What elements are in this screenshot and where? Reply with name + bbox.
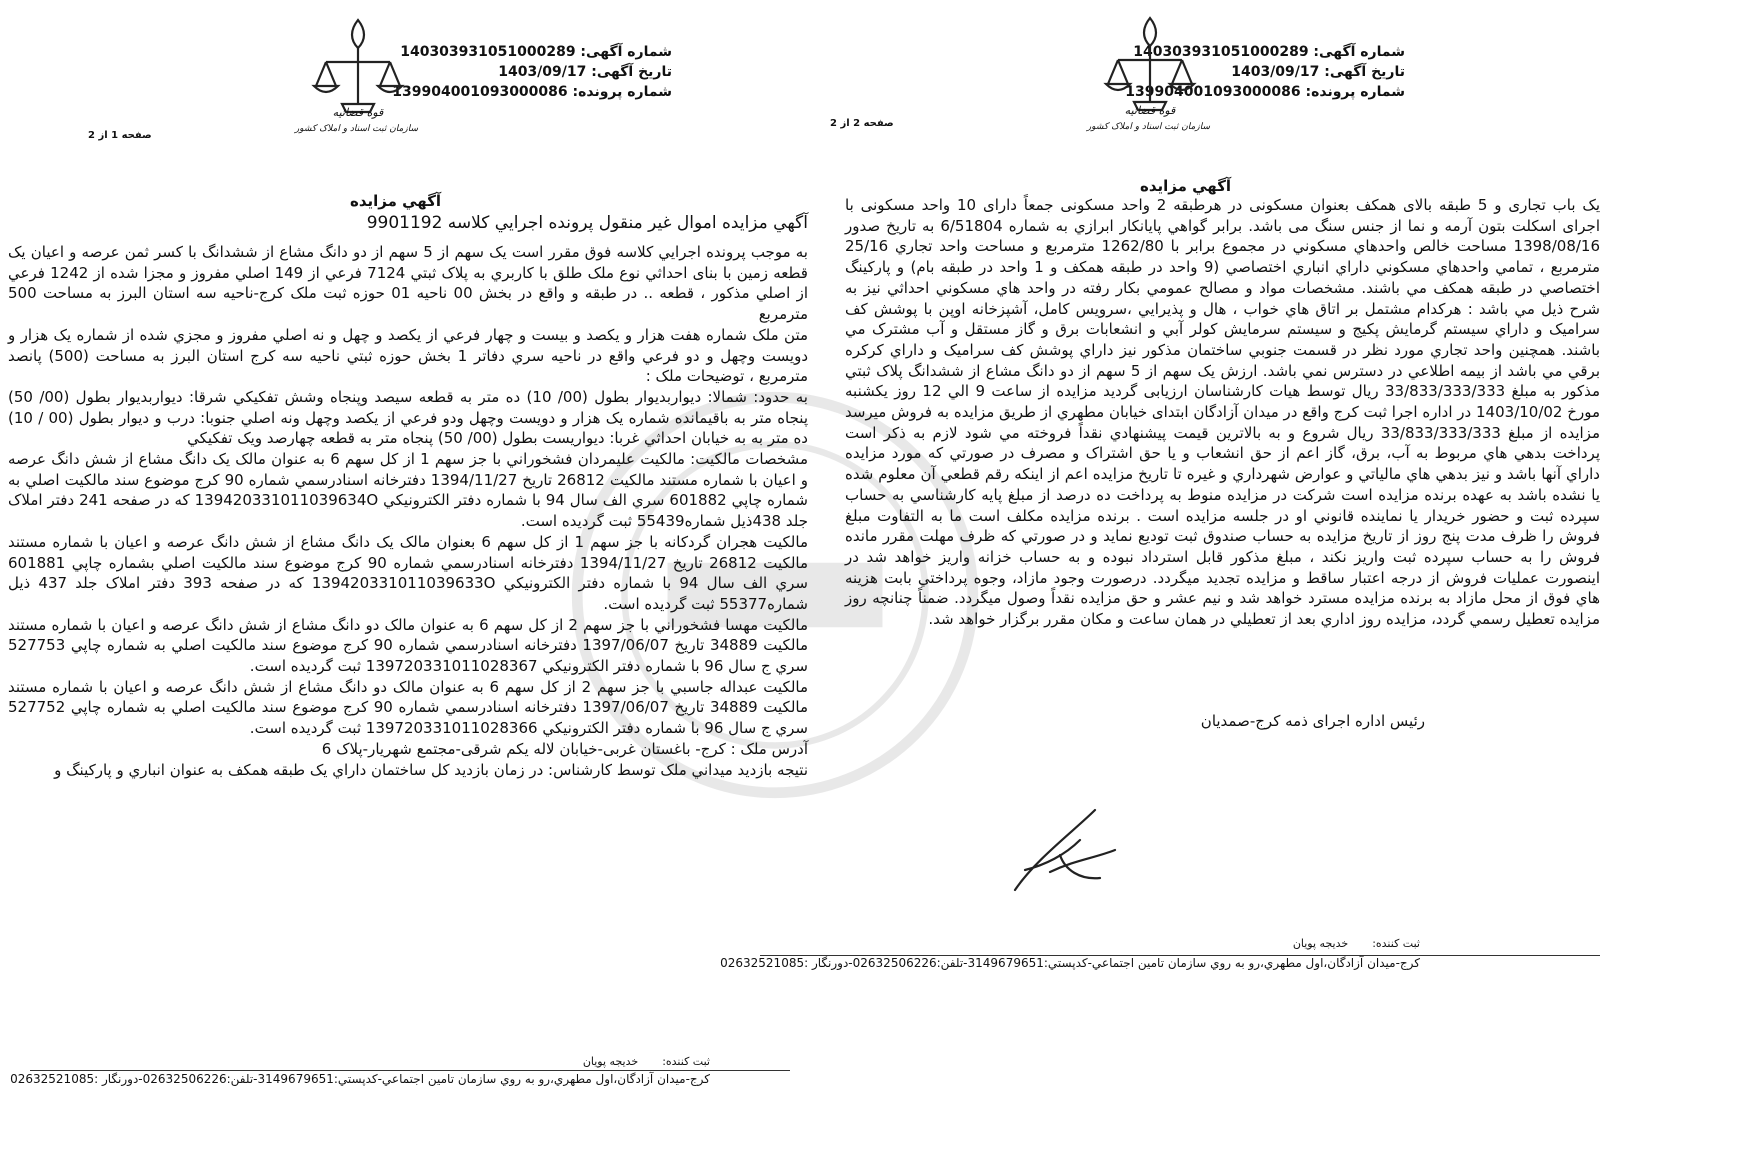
body-paragraph: متن ملک شماره هفت هزار و يكصد و بيست و چهار فرعي از يكصد و چهل و نه اصلي مفروز و مجزي شده از شماره يک هزار و دويست وچهل و دو فرعي واقع در ناحيه سري دفاتر 1 بخش حوزه ثبتي ناحيه سه كرج استان البرز به مساحت (500) پانصد مترمربع ، توضيحات ملک : bbox=[8, 325, 808, 386]
registrar-name: خدیجه پویان bbox=[1292, 937, 1349, 950]
footer-divider bbox=[30, 1070, 790, 1071]
registrar-label: ثبت کننده: bbox=[662, 1055, 710, 1068]
body-paragraph: مالكيت مهسا فشخوراني با جز سهم 2 از كل سهم 6 به عنوان مالک دو دانگ مشاع از شش دانگ عرصه و اعيان با شماره مستند مالكيت 34889 تاريخ 1397/06/07 دفترخانه اسنادرسمي شماره 90 كرج موضوع سند مالكيت اصلي به شماره چاپي 527753 سري ج سال 96 با شماره دفتر الكترونيكي 139720331011028367 ثبت گرديده است. bbox=[8, 615, 808, 676]
body-paragraph: به موجب پرونده اجرايي كلاسه فوق مقرر است يک سهم از 5 سهم از دو دانگ مشاع از ششدانگ با كسر ثمن عرصه و اعيان یک قطعه زمین با بنای احداثي نوع ملک طلق با كاربري به پلاک ثبتي 7124 فرعي از 149 اصلي مفروز و مجزا شده از 1242 فرعي از اصلي مذكور ، قطعه .. در طبقه و واقع در بخش 00 ناحيه 01 حوزه ثبت ملک كرج-ناحيه سه استان البرز به مساحت 500 مترمربع bbox=[8, 243, 808, 324]
body-paragraph: مشخصات مالكيت: مالكيت عليمردان فشخوراني با جز سهم 1 از كل سهم 6 به عنوان مالک يک دانگ مشاع از شش دانگ عرصه و اعيان با شماره مستند مالكيت 26812 تاريخ 1394/11/27 دفترخانه اسنادرسمي شماره 90 كرج موضوع سند مالكيت اصلي به شماره چاپي 601882 سري الف سال 94 با شماره دفتر الكترونيكي 139420331011039634O كه در صفحه 241 دفتر املاک جلد 438ذيل شماره55439 ثبت گرديده است. bbox=[8, 450, 808, 531]
notice-body bbox=[8, 242, 808, 780]
ad-number: شماره آگهی: 140303931051000289 bbox=[1133, 44, 1405, 60]
notice-body bbox=[845, 195, 1600, 630]
notice-meta bbox=[392, 42, 672, 102]
ad-date: تاریخ آگهی: 1403/09/17 bbox=[1231, 64, 1405, 80]
signer-title: رئیس اداره اجرای ذمه کرج-صمدیان bbox=[1200, 712, 1425, 730]
registrar-label: ثبت کننده: bbox=[1372, 937, 1420, 950]
office-address: کرج-میدان آزادگان،اول مطهري،رو به روي سازمان تامین اجتماعي-کدپستي:3149679651-تلفن:02632506226-دورنگار :02632521085 bbox=[10, 1072, 710, 1086]
handwritten-signature bbox=[1005, 800, 1125, 900]
judiciary-emblem bbox=[294, 12, 418, 152]
emblem-text: قوه قضائیه bbox=[332, 106, 384, 119]
body-paragraph: یک باب تجاری و 5 طبقه بالای همکف بعنوان مسکونی در هرطبقه 2 واحد مسکونی جمعاً دارای 10 واحد مسکونی با اجرای اسکلت بتون آرمه و نما از جنس سنگ می باشد. برابر گواهي پايانكار ابرازي به شماره 6/51804 به تاريخ صدور 1398/08/16 مساحت خالص واحدهاي مسكوني در مجموع برابر با 1262/80 مترمربع و مساحت واحد تجاري 25/16 مترمربع ، تمامي واحدهاي مسكوني داراي انباري اختصاصي (9 واحد در طبقه همكف و 1 واحد در طبقه بام) و پاركينگ اختصاصي در طبقه همكف مي باشند. مشخصات مواد و مصالح عمومي بكار رفته در واحد هاي مسكوني احداثي نيز به شرح ذيل مي باشد : هركدام مشتمل بر اتاق هاي خواب ، هال و پذيرايي ،سرويس كامل، آشپزخانه اوپن با پوشش كف سراميک و داراي سيستم گرمايش پكيج و سيستم سرمايش كولر آبي و انشعابات برق و گاز مستقل و آب مشترک مي باشند. همچنين واحد تجاري مورد نظر در قسمت جنوبي ساختمان مذكور نيز داراي پوشش كف سراميک و داراي كركره برقي مي باشد از بيمه اطلاعي در دسترس نمي باشد. ارزش يک سهم از 5 سهم از دو دانگ مشاع از ششدانگ پلاک ثبتي مذکور به مبلغ 33/833/333/333 ریال توسط هيات کارشناسان ارزیابی گرديد مزايده از ساعت 9 الي 12 روز يکشنبه مورخ 1403/10/02 در اداره اجرا ثبت کرج واقع در میدان آزادگان ابتدای خیابان مطهري از طریق مزایده به فروش ميرسد مزايده از مبلغ 33/833/333/333 ریال شروع و به بالاترين قيمت پيشنهادي نقداً فروخته مي شود لازم به ذكر است پرداخت بدهي هاي مربوط به آب، برق، گاز اعم از حق انشعاب و يا حق اشتراک و مصرف در صورتي كه مورد مزايده داراي آنها باشد و نيز بدهي هاي مالياتي و عوارض شهرداري و غيره تا تاريخ مزايده اعم از اينكه رقم قطعي آن معلوم شده يا نشده باشد به عهده برنده مزايده است شركت در مزايده منوط به پرداخت ده درصد از مبلغ پايه كارشناسي به حساب سپرده ثبت و حضور خريدار يا نماينده قانوني او در جلسه مزايده است . برنده مزايده مكلف است ما به التفاوت مبلغ فروش را ظرف مدت پنج روز از تاريخ مزايده به حساب صندوق ثبت توديع نمايد و در صورتي كه ظرف مهلت مقرر مانده فروش را به حساب سپرده ثبت واريز نكند ، مبلغ مذكور قابل استرداد نبوده و به حساب خزانه واريز خواهد شد در اينصورت عمليات فروش از درجه اعتبار ساقط و مزايده تجديد ميگردد. درصورت وجود مازاد، وجوه پرداختي بابت هزينه هاي فوق از محل مازاد به برنده مزايده مسترد خواهد شد و نيم عشر و حق مزايده نقداً وصول ميگردد. ضمناً چنانچه روز مزايده تعطيل رسمي گردد، مزايده روز اداري بعد از تعطيلي در همان ساعت و مكان مقرر برگزار خواهد شد. bbox=[845, 196, 1601, 629]
judiciary-emblem bbox=[1086, 10, 1210, 150]
ad-date: تاریخ آگهی: 1403/09/17 bbox=[498, 64, 672, 80]
registrar-info bbox=[1269, 937, 1420, 950]
body-paragraph: آدرس ملک : کرج- باغستان غربی-خیابان لاله یکم شرقی-مجتمع شهریار-پلاک 6 bbox=[321, 739, 808, 758]
registrar-name: خدیجه پویان bbox=[582, 1055, 639, 1068]
emblem-text: قوه قضائیه bbox=[1124, 104, 1176, 117]
body-paragraph: به حدود: شمالا: ديواربديوار بطول (00/ 10) ده متر به قطعه سيصد وپنجاه وشش تفكيكي شرقا: ديواربديوار بطول (00/ 50) پنجاه متر به باقيمانده شماره يک هزار و دويست وچهل ودو فرعي از يكصد وچهل ونه اصلي جنوبا: درب و ديوار بطول (00 / 10) ده متر به به خيابان احداثي غربا: ديواريست بطول (00/ 50) پنجاه متر به قطعه چهارصد ويک تفكيكي bbox=[8, 387, 809, 448]
notice-page-2 bbox=[720, 0, 1601, 1174]
notice-page-1 bbox=[0, 0, 820, 1174]
org-name: سازمان ثبت اسناد و املاک کشور bbox=[294, 124, 418, 134]
body-paragraph: نتيجه بازديد ميداني ملک توسط كارشناس: در زمان بازديد كل ساختمان داراي يک طبقه همكف به عنوان انباري و پاركينگ و bbox=[54, 760, 808, 779]
ad-number: شماره آگهی: 140303931051000289 bbox=[400, 44, 672, 60]
body-paragraph: مالكيت هجران گردكانه با جز سهم 1 از كل سهم 6 بعنوان مالک يک دانگ مشاع از شش دانگ عرصه و اعيان با شماره مستند مالكيت 26812 تاريخ 1394/11/27 دفترخانه اسنادرسمي شماره 90 كرج موضوع سند مالكيت اصلي بشماره چاپي 601881 سري الف سال 94 با شماره دفتر الكترونيكي 139420331011039633O كه در صفحه 393 دفتر املاک جلد 437 ذيل شماره55377 ثبت گرديده است. bbox=[8, 532, 808, 613]
notice-subtitle: آگهي مزايده اموال غير منقول پرونده اجرايي كلاسه 9901192 bbox=[366, 213, 808, 233]
case-number: شماره پرونده: 139904001093000086 bbox=[392, 84, 672, 100]
notice-title: آگهي مزايده bbox=[350, 192, 442, 210]
registrar-info bbox=[559, 1055, 710, 1068]
org-name: سازمان ثبت اسناد و املاک کشور bbox=[1086, 122, 1210, 132]
office-address: کرج-میدان آزادگان،اول مطهري،رو به روي سازمان تامین اجتماعي-کدپستي:3149679651-تلفن:02632506226-دورنگار :02632521085 bbox=[720, 956, 1420, 970]
case-number: شماره پرونده: 139904001093000086 bbox=[1125, 84, 1405, 100]
notice-title: آگهي مزايده bbox=[1140, 177, 1232, 195]
page-label: صفحه 2 از 2 bbox=[830, 118, 894, 129]
body-paragraph: مالكيت عبداله جاسبي با جز سهم 2 از كل سهم 6 به عنوان مالک دو دانگ مشاع از شش دانگ عرصه و اعيان با شماره مستند مالكيت 34889 تاريخ 1397/06/07 دفترخانه اسنادرسمي شماره 90 كرج موضوع سند مالكيت اصلي به شماره چاپي 527752 سري ج سال 96 با شماره دفتر الكترونيكي 139720331011028366 ثبت گرديده است. bbox=[8, 677, 808, 738]
page-label: صفحه 1 از 2 bbox=[88, 130, 152, 141]
